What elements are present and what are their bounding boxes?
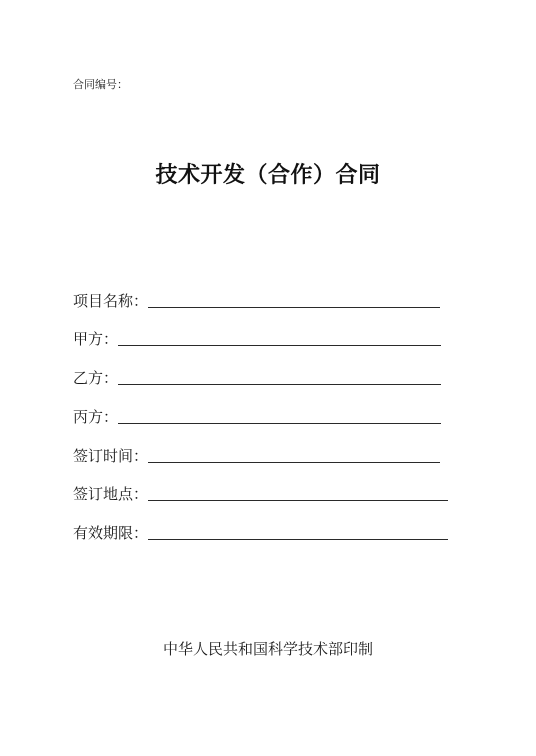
party-c-blank[interactable]	[118, 423, 441, 424]
document-title: 技术开发（合作）合同	[155, 163, 381, 188]
project-name-label: 项目名称：	[73, 292, 149, 310]
validity-period-blank[interactable]	[148, 539, 448, 540]
party-b-label: 乙方：	[73, 369, 119, 387]
signing-place-label: 签订地点：	[73, 485, 149, 503]
field-party-a	[73, 327, 441, 349]
party-b-blank[interactable]	[118, 384, 441, 385]
contract-number-label: 合同编号：	[73, 78, 128, 91]
field-validity-period	[73, 521, 448, 543]
validity-period-label: 有效期限：	[73, 524, 149, 542]
signing-time-label: 签订时间：	[73, 447, 149, 465]
field-party-b	[73, 366, 441, 388]
signing-place-blank[interactable]	[148, 500, 448, 501]
project-name-blank[interactable]	[148, 307, 440, 308]
field-signing-place	[73, 482, 448, 504]
field-signing-time	[73, 444, 440, 466]
party-c-label: 丙方：	[73, 408, 119, 426]
signing-time-blank[interactable]	[148, 462, 440, 463]
party-a-blank[interactable]	[118, 345, 441, 346]
party-a-label: 甲方：	[73, 330, 119, 348]
field-project-name	[73, 289, 440, 311]
field-party-c	[73, 405, 441, 427]
issuer-footer: 中华人民共和国科学技术部印制	[162, 640, 373, 658]
